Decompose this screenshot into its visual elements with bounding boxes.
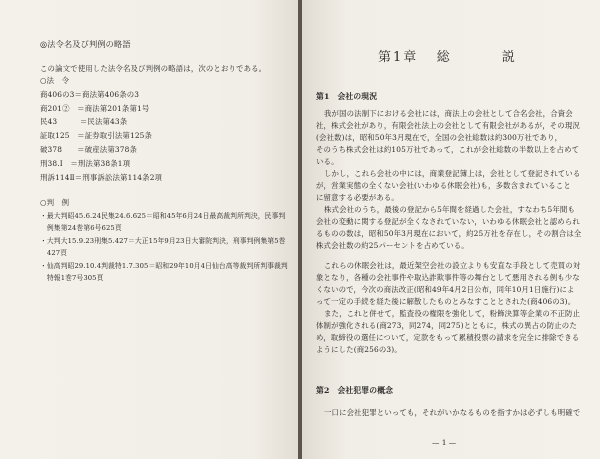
case-abbrev-line: ・仙高判昭29.10.4判裁特1.7.305＝昭和29年10月4日仙台高等裁判所判事裁判 (40, 262, 288, 270)
laws-label: ○法 令 (40, 76, 70, 85)
abbreviations-heading: ◎法令名及び判例の略語 (40, 39, 131, 49)
body-line: 社，株式会社があり，有限会社法上の会社として有限会社があるが，その現況 (316, 121, 580, 130)
body-line: が，営業実態の全くない会社(いわゆる休眠会社)も，多数含まれていること (316, 181, 571, 190)
case-abbrev-line: 例集第24巻第6号625頁 (40, 224, 122, 232)
body-line: くないので，今次の商法改正(昭和49年4月2日公布，同年10月1日施行)によ (316, 285, 575, 294)
left-page (0, 0, 298, 459)
body-line: るものの数は，昭和50年3月現在において，約25万社を存在し，その割合は全 (316, 229, 582, 238)
body-line: 会社の変動に関する登記が全くなされていない，いわゆる休眠会社と認められ (316, 217, 580, 226)
page-number: — 1 — (432, 438, 457, 447)
chapter-number: 第1章 (378, 50, 419, 65)
chapter-title (378, 46, 517, 65)
chapter-word-2: 説 (501, 50, 517, 65)
law-abbrev-item: 商201② ＝商法第201条第1号 (40, 104, 150, 113)
body-line: 株式会社数の約25パーセントを占めている。 (316, 241, 469, 250)
case-abbrev-line: 特報1巻7号305頁 (40, 274, 104, 282)
case-abbrev-line: ・大判大15.9.23刑集5.427＝大正15年9月23日大審院判決，刑事判例集第5巻 (40, 237, 286, 245)
law-abbrev-item: 刑38.Ⅰ ＝刑法第38条1項 (40, 159, 131, 168)
body-line: これらの休眠会社は，最近架空会社の設立よりも安直な手段として売買の対 (324, 261, 581, 270)
body-line: (会社数)は，昭和50年3月現在で，全国の会社総数は約300万社であり， (316, 133, 563, 142)
law-abbrev-item: 破378 ＝破産法第378条 (40, 145, 137, 154)
cases-label: ○判 例 (40, 198, 70, 207)
body-line: 我が国の法制下における会社には，商法上の会社として合名会社，合資会 (324, 109, 573, 118)
body-line: 株式会社のうち，最後の登記から5年間を経過した会社，すなわち5年間も (324, 205, 576, 214)
case-abbrev-line: 427頁 (40, 249, 68, 257)
section-2-title: 第2 会社犯罪の概念 (316, 386, 394, 395)
intro-text: この論文で使用した法令名及び判例の略語は，次のとおりである。 (40, 64, 267, 73)
law-abbrev-item: 民43 ＝民法第43条 (40, 117, 128, 126)
body-line: 象となり，各種の会社事件や取込詐欺事件等の舞台として悪用される例も少な (316, 273, 580, 282)
body-line: いる。 (316, 157, 339, 166)
case-abbrev-line: ・最大判昭45.6.24民集24.6.625＝昭和45年6月24日最高裁判所判決，民事判 (40, 212, 286, 220)
body-line: に留意する必要がある。 (316, 193, 399, 202)
right-page (302, 0, 600, 459)
body-line: また，これと併せて，監査役の権限を強化して，粉飾決算等企業の不正防止 (324, 309, 581, 318)
body-line: そのうち株式会社は約105万社であって，これが会社総数の半数以上を占めて (316, 145, 580, 154)
body-line: って一定の手続を経た後に解散したものとみなすこととされた(商406の3)。 (316, 297, 576, 306)
section-1-title: 第1 会社の現況 (316, 92, 378, 101)
body-line: 一口に会社犯罪といっても，それがいかなるものを指すかは必ずしも明確で (324, 408, 581, 417)
body-line: 体制が強化される(商273，同274，同275)とともに，株式の異占の防止のた (316, 321, 577, 330)
body-line: め，取締役の選任について，定款をもって累積投票の請求を完全に排除できる (316, 333, 580, 342)
law-abbrev-item: 商406の3＝商法第406条の3 (40, 90, 140, 99)
law-abbrev-item: 刑訴114Ⅱ＝刑事訴訟法第114条2項 (40, 173, 163, 182)
law-abbrev-item: 証取125 ＝証券取引法第125条 (40, 131, 153, 140)
body-line: しかし，これら会社の中には，商業登記簿上は，会社として登記されている (324, 169, 581, 178)
chapter-word-1: 総 (436, 50, 452, 65)
body-line: ようにした(商256の3)。 (316, 345, 402, 354)
